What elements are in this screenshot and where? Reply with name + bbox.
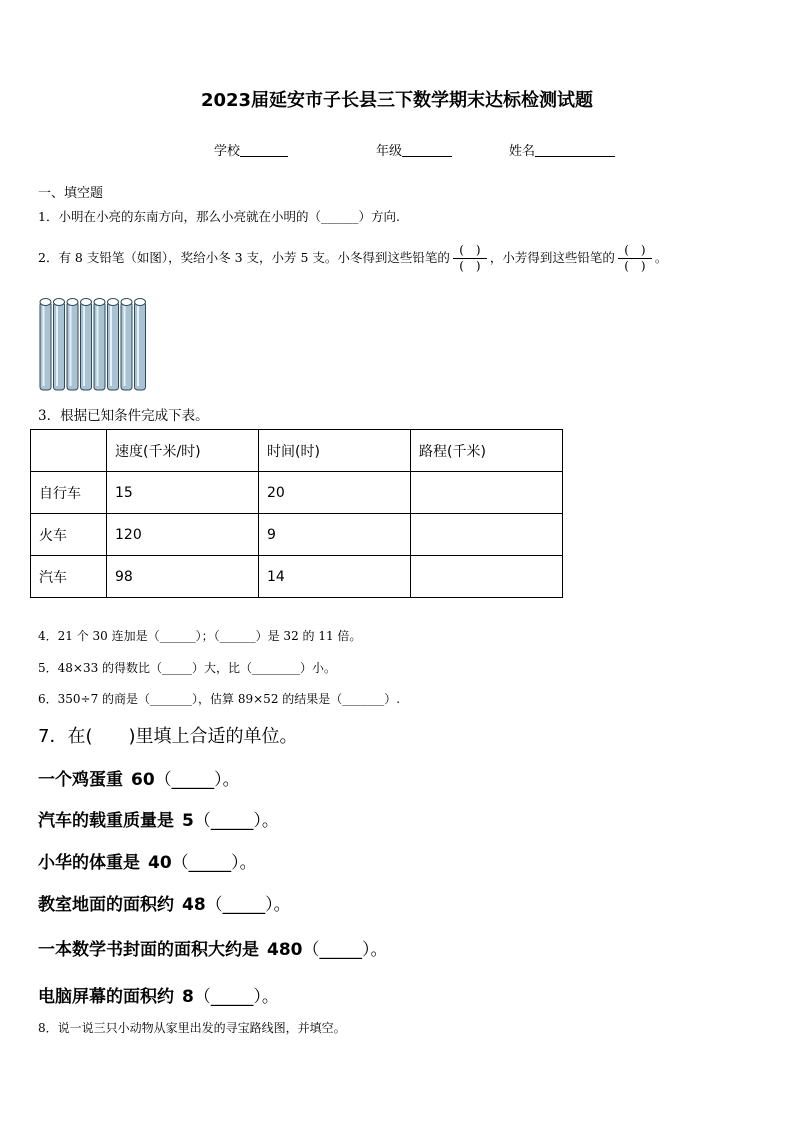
table-header-cell: 路程(千米): [411, 430, 563, 472]
answer-cell[interactable]: [411, 472, 563, 514]
table-cell: 火车: [31, 514, 107, 556]
table-row: [31, 514, 563, 556]
table-header-cell: 速度(千米/时): [107, 430, 259, 472]
frac-numerator: ( ): [624, 243, 646, 257]
fraction-xiaodong[interactable]: [453, 243, 487, 274]
fill-item-number: 60: [131, 770, 155, 790]
table-cell: 15: [107, 472, 259, 514]
pencil: [121, 299, 132, 391]
fill-item-number: 5: [182, 811, 194, 831]
fill-item-number: 40: [148, 853, 172, 873]
table-row: [31, 472, 563, 514]
table-header-cell: 时间(时): [259, 430, 411, 472]
q2-text-2: ，小芳得到这些铅笔的: [489, 250, 615, 265]
table-cell: 汽车: [31, 556, 107, 598]
fill-item-text: 一本数学书封面的面积大约是: [38, 940, 259, 960]
name-field: [509, 140, 615, 159]
question-3: 3．根据已知条件完成下表。: [38, 408, 209, 424]
question-6: 6．350÷7 的商是（_______），估算 89×52 的结果是（_______）.: [38, 692, 401, 706]
question-2: [38, 243, 667, 274]
school-label: 学校: [214, 144, 241, 159]
fill-item: [38, 890, 291, 915]
q2-text-3: 。: [654, 250, 668, 265]
school-field: [214, 140, 288, 159]
pencil: [40, 299, 51, 391]
pencil: [81, 299, 92, 391]
pencil: [94, 299, 105, 391]
grade-field: [376, 140, 452, 159]
unit-blank[interactable]: （_____）。: [193, 811, 279, 831]
unit-blank[interactable]: （_____）。: [205, 895, 291, 915]
fill-item: [38, 848, 257, 873]
question-7: 7．在( )里填上合适的单位。: [38, 726, 298, 747]
speed-time-distance-table: [30, 429, 563, 598]
pencil: [54, 299, 65, 391]
table-cell: 98: [107, 556, 259, 598]
page-title: 2023届延安市子长县三下数学期末达标检测试题: [200, 90, 594, 111]
table-header-cell: [31, 430, 107, 472]
unit-blank[interactable]: （_____）。: [193, 987, 279, 1007]
fill-item-number: 8: [182, 987, 194, 1007]
unit-blank[interactable]: （_____）。: [154, 770, 240, 790]
fill-item-text: 一个鸡蛋重: [38, 770, 123, 790]
table-header-row: [31, 430, 563, 472]
fill-item: [38, 982, 279, 1007]
name-label: 姓名: [509, 144, 536, 159]
table-row: [31, 556, 563, 598]
fill-item-text: 电脑屏幕的面积约: [38, 987, 174, 1007]
grade-blank[interactable]: [402, 143, 452, 157]
pencil: [108, 299, 119, 391]
pencils-illustration: [36, 294, 148, 394]
name-blank[interactable]: [535, 143, 615, 157]
table-cell: 14: [259, 556, 411, 598]
pencil: [67, 299, 78, 391]
fill-item: [38, 935, 388, 960]
fill-item-text: 小华的体重是: [38, 853, 140, 873]
question-4: 4．21 个 30 连加是（______）；（______）是 32 的 11 倍。: [38, 629, 362, 643]
frac-denominator: ( ): [624, 259, 646, 273]
answer-cell[interactable]: [411, 514, 563, 556]
frac-numerator: ( ): [459, 243, 481, 257]
question-1: 1．小明在小亮的东南方向，那么小亮就在小明的（______）方向.: [38, 209, 400, 224]
fraction-xiaofang[interactable]: [618, 243, 652, 274]
fill-item-text: 汽车的载重质量是: [38, 811, 174, 831]
section-heading: 一、填空题: [38, 186, 104, 201]
table-cell: 120: [107, 514, 259, 556]
frac-denominator: ( ): [459, 259, 481, 273]
fill-item: [38, 765, 240, 790]
pencil: [135, 299, 146, 391]
table-cell: 9: [259, 514, 411, 556]
fill-item-text: 教室地面的面积约: [38, 895, 174, 915]
q2-text-1: 2．有 8 支铅笔（如图），奖给小冬 3 支，小芳 5 支。小冬得到这些铅笔的: [38, 250, 450, 265]
answer-cell[interactable]: [411, 556, 563, 598]
table-cell: 自行车: [31, 472, 107, 514]
table-cell: 20: [259, 472, 411, 514]
grade-label: 年级: [376, 144, 403, 159]
fill-item-number: 48: [182, 895, 206, 915]
question-5: 5．48×33 的得数比（_____）大，比（________）小。: [38, 661, 337, 675]
school-blank[interactable]: [240, 143, 288, 157]
fill-item: [38, 806, 279, 831]
question-8: 8．说一说三只小动物从家里出发的寻宝路线图，并填空。: [38, 1021, 346, 1035]
unit-blank[interactable]: （_____）。: [171, 853, 257, 873]
unit-blank[interactable]: （_____）。: [302, 940, 388, 960]
fill-item-number: 480: [267, 940, 303, 960]
